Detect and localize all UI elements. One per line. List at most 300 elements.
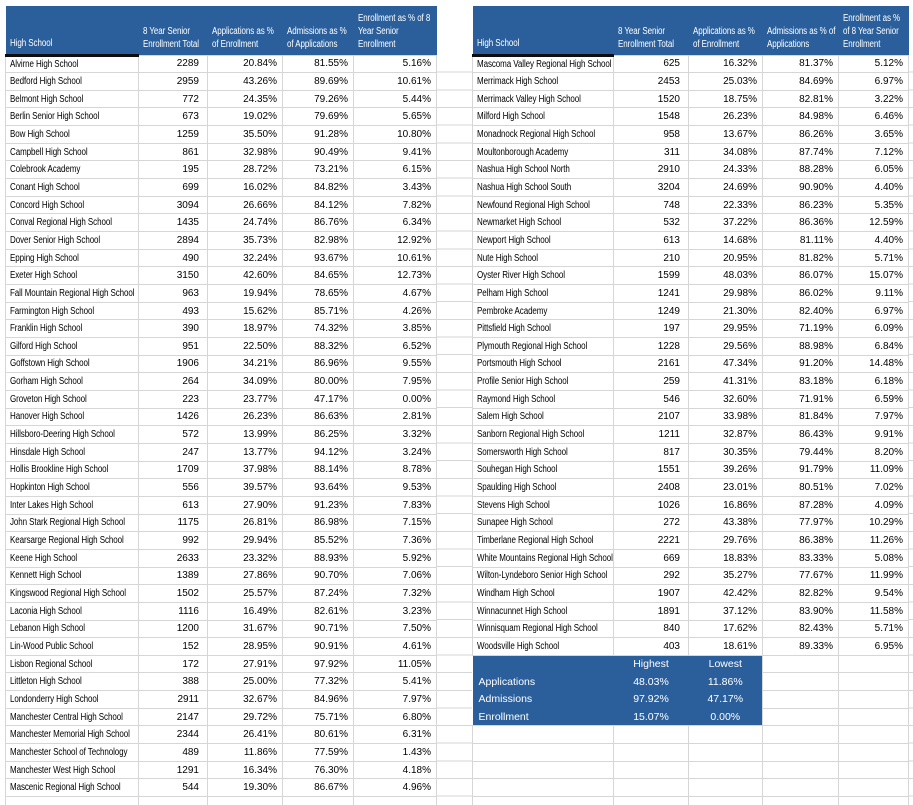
school-name-cell[interactable]	[473, 143, 614, 161]
admissions-pct-cell[interactable]: 83.18%	[763, 373, 839, 391]
admissions-pct-cell[interactable]: 76.30%	[283, 761, 354, 779]
school-name-cell[interactable]	[6, 108, 139, 126]
applications-pct-cell[interactable]: 37.12%	[689, 602, 763, 620]
admissions-pct-cell[interactable]: 84.65%	[283, 267, 354, 285]
admissions-pct-cell[interactable]: 84.98%	[763, 108, 839, 126]
empty-cell[interactable]	[839, 744, 909, 762]
admissions-pct-cell[interactable]: 91.20%	[763, 355, 839, 373]
enrollment-total-cell[interactable]: 2221	[614, 532, 689, 550]
school-name-cell[interactable]	[473, 108, 614, 126]
enrollment-total-cell[interactable]: 1175	[139, 514, 208, 532]
school-name-cell[interactable]	[6, 302, 139, 320]
enrollment-pct-cell[interactable]: 11.99%	[839, 567, 909, 585]
applications-pct-cell[interactable]: 16.32%	[689, 55, 763, 73]
school-name-cell[interactable]	[473, 196, 614, 214]
enrollment-pct-cell[interactable]: 6.80%	[354, 708, 437, 726]
enrollment-total-cell[interactable]: 673	[139, 108, 208, 126]
enrollment-total-cell[interactable]: 963	[139, 285, 208, 303]
school-name-cell[interactable]	[6, 196, 139, 214]
enrollment-total-cell[interactable]: 210	[614, 249, 689, 267]
admissions-pct-cell[interactable]: 88.14%	[283, 461, 354, 479]
admissions-pct-cell[interactable]: 90.91%	[283, 638, 354, 656]
applications-pct-cell[interactable]: 39.57%	[208, 479, 283, 497]
school-name-cell[interactable]	[6, 443, 139, 461]
applications-pct-cell[interactable]: 28.72%	[208, 161, 283, 179]
enrollment-pct-cell[interactable]: 11.09%	[839, 461, 909, 479]
admissions-pct-cell[interactable]: 86.23%	[763, 196, 839, 214]
enrollment-pct-cell[interactable]: 4.61%	[354, 638, 437, 656]
applications-pct-cell[interactable]: 26.23%	[208, 408, 283, 426]
enrollment-total-cell[interactable]: 613	[614, 232, 689, 250]
school-name-cell[interactable]	[473, 567, 614, 585]
enrollment-total-cell[interactable]: 1026	[614, 496, 689, 514]
enrollment-pct-cell[interactable]: 3.23%	[354, 602, 437, 620]
applications-pct-cell[interactable]: 37.98%	[208, 461, 283, 479]
enrollment-pct-cell[interactable]: 5.12%	[839, 55, 909, 73]
admissions-pct-cell[interactable]: 94.12%	[283, 443, 354, 461]
applications-pct-cell[interactable]: 29.98%	[689, 285, 763, 303]
school-name-cell[interactable]	[473, 408, 614, 426]
enrollment-pct-cell[interactable]: 14.48%	[839, 355, 909, 373]
school-name-cell[interactable]	[6, 320, 139, 338]
school-name-cell[interactable]	[473, 214, 614, 232]
school-name-cell[interactable]	[6, 496, 139, 514]
enrollment-pct-cell[interactable]: 12.73%	[354, 267, 437, 285]
enrollment-total-cell[interactable]: 2408	[614, 479, 689, 497]
applications-pct-cell[interactable]: 18.75%	[689, 90, 763, 108]
applications-pct-cell[interactable]: 29.76%	[689, 532, 763, 550]
applications-pct-cell[interactable]: 22.50%	[208, 338, 283, 356]
enrollment-pct-cell[interactable]: 5.44%	[354, 90, 437, 108]
applications-pct-cell[interactable]: 14.68%	[689, 232, 763, 250]
admissions-pct-cell[interactable]: 82.40%	[763, 302, 839, 320]
admissions-pct-cell[interactable]: 73.21%	[283, 161, 354, 179]
col-header-high-school[interactable]	[473, 6, 614, 55]
summary-label-cell[interactable]: Applications	[473, 673, 614, 691]
empty-cell[interactable]	[839, 691, 909, 709]
enrollment-pct-cell[interactable]: 15.07%	[839, 267, 909, 285]
empty-cell[interactable]	[689, 797, 763, 805]
admissions-pct-cell[interactable]: 86.43%	[763, 426, 839, 444]
enrollment-total-cell[interactable]: 1211	[614, 426, 689, 444]
admissions-pct-cell[interactable]: 82.82%	[763, 585, 839, 603]
school-name-cell[interactable]	[6, 143, 139, 161]
applications-pct-cell[interactable]: 29.72%	[208, 708, 283, 726]
enrollment-pct-cell[interactable]: 9.55%	[354, 355, 437, 373]
admissions-pct-cell[interactable]: 84.96%	[283, 691, 354, 709]
enrollment-pct-cell[interactable]: 3.32%	[354, 426, 437, 444]
applications-pct-cell[interactable]: 24.74%	[208, 214, 283, 232]
enrollment-pct-cell[interactable]: 5.16%	[354, 55, 437, 73]
applications-pct-cell[interactable]: 25.57%	[208, 585, 283, 603]
enrollment-total-cell[interactable]: 493	[139, 302, 208, 320]
enrollment-total-cell[interactable]: 1907	[614, 585, 689, 603]
school-name-cell[interactable]	[6, 232, 139, 250]
applications-pct-cell[interactable]: 34.08%	[689, 143, 763, 161]
summary-col-header-lowest[interactable]: Lowest	[689, 655, 763, 673]
school-name-cell[interactable]	[473, 179, 614, 197]
admissions-pct-cell[interactable]: 79.69%	[283, 108, 354, 126]
admissions-pct-cell[interactable]: 82.43%	[763, 620, 839, 638]
admissions-pct-cell[interactable]: 87.24%	[283, 585, 354, 603]
enrollment-pct-cell[interactable]: 3.24%	[354, 443, 437, 461]
enrollment-total-cell[interactable]: 259	[614, 373, 689, 391]
school-name-cell[interactable]	[473, 232, 614, 250]
admissions-pct-cell[interactable]: 81.82%	[763, 249, 839, 267]
admissions-pct-cell[interactable]: 86.76%	[283, 214, 354, 232]
enrollment-total-cell[interactable]: 625	[614, 55, 689, 73]
enrollment-pct-cell[interactable]: 3.65%	[839, 126, 909, 144]
school-name-cell[interactable]	[6, 126, 139, 144]
school-name-cell[interactable]	[6, 549, 139, 567]
school-name-cell[interactable]	[473, 373, 614, 391]
enrollment-pct-cell[interactable]: 6.05%	[839, 161, 909, 179]
admissions-pct-cell[interactable]: 89.69%	[283, 73, 354, 91]
school-name-cell[interactable]	[473, 338, 614, 356]
applications-pct-cell[interactable]: 47.34%	[689, 355, 763, 373]
enrollment-total-cell[interactable]: 1241	[614, 285, 689, 303]
school-name-cell[interactable]	[6, 373, 139, 391]
school-name-cell[interactable]	[473, 532, 614, 550]
school-name-cell[interactable]	[473, 355, 614, 373]
enrollment-total-cell[interactable]: 1520	[614, 90, 689, 108]
admissions-pct-cell[interactable]: 97.92%	[283, 655, 354, 673]
admissions-pct-cell[interactable]: 83.90%	[763, 602, 839, 620]
empty-cell[interactable]	[614, 726, 689, 744]
enrollment-pct-cell[interactable]: 4.96%	[354, 779, 437, 797]
enrollment-pct-cell[interactable]: 5.08%	[839, 549, 909, 567]
empty-cell[interactable]	[763, 726, 839, 744]
enrollment-pct-cell[interactable]: 7.32%	[354, 585, 437, 603]
enrollment-total-cell[interactable]: 1502	[139, 585, 208, 603]
school-name-cell[interactable]	[473, 90, 614, 108]
school-name-cell[interactable]	[6, 779, 139, 797]
empty-cell[interactable]	[473, 726, 614, 744]
enrollment-total-cell[interactable]: 532	[614, 214, 689, 232]
admissions-pct-cell[interactable]: 84.69%	[763, 73, 839, 91]
applications-pct-cell[interactable]: 27.91%	[208, 655, 283, 673]
admissions-pct-cell[interactable]: 91.28%	[283, 126, 354, 144]
enrollment-total-cell[interactable]: 1426	[139, 408, 208, 426]
applications-pct-cell[interactable]: 18.83%	[689, 549, 763, 567]
school-name-cell[interactable]	[6, 726, 139, 744]
summary-label-cell[interactable]: Enrollment	[473, 708, 614, 726]
school-name-cell[interactable]	[473, 161, 614, 179]
enrollment-pct-cell[interactable]: 6.84%	[839, 338, 909, 356]
admissions-pct-cell[interactable]: 90.90%	[763, 179, 839, 197]
enrollment-pct-cell[interactable]: 4.26%	[354, 302, 437, 320]
enrollment-pct-cell[interactable]: 4.18%	[354, 761, 437, 779]
school-name-cell[interactable]	[473, 638, 614, 656]
enrollment-total-cell[interactable]: 247	[139, 443, 208, 461]
school-name-cell[interactable]	[6, 55, 139, 73]
school-name-cell[interactable]	[6, 532, 139, 550]
enrollment-pct-cell[interactable]: 8.78%	[354, 461, 437, 479]
enrollment-total-cell[interactable]: 861	[139, 143, 208, 161]
school-name-cell[interactable]	[473, 585, 614, 603]
col-header-applications-pct[interactable]	[208, 6, 283, 55]
applications-pct-cell[interactable]: 32.60%	[689, 390, 763, 408]
school-name-cell[interactable]	[473, 320, 614, 338]
enrollment-pct-cell[interactable]: 5.71%	[839, 249, 909, 267]
enrollment-total-cell[interactable]: 1599	[614, 267, 689, 285]
enrollment-total-cell[interactable]: 1551	[614, 461, 689, 479]
empty-cell[interactable]	[354, 797, 437, 805]
enrollment-pct-cell[interactable]: 6.95%	[839, 638, 909, 656]
empty-cell[interactable]	[763, 744, 839, 762]
applications-pct-cell[interactable]: 48.03%	[689, 267, 763, 285]
enrollment-total-cell[interactable]: 403	[614, 638, 689, 656]
enrollment-pct-cell[interactable]: 4.09%	[839, 496, 909, 514]
enrollment-total-cell[interactable]: 1249	[614, 302, 689, 320]
admissions-pct-cell[interactable]: 86.63%	[283, 408, 354, 426]
applications-pct-cell[interactable]: 32.67%	[208, 691, 283, 709]
enrollment-pct-cell[interactable]: 8.20%	[839, 443, 909, 461]
applications-pct-cell[interactable]: 41.31%	[689, 373, 763, 391]
applications-pct-cell[interactable]: 32.98%	[208, 143, 283, 161]
enrollment-total-cell[interactable]: 2959	[139, 73, 208, 91]
enrollment-total-cell[interactable]: 1116	[139, 602, 208, 620]
applications-pct-cell[interactable]: 13.77%	[208, 443, 283, 461]
empty-cell[interactable]	[689, 761, 763, 779]
enrollment-pct-cell[interactable]: 7.83%	[354, 496, 437, 514]
empty-cell[interactable]	[689, 744, 763, 762]
enrollment-total-cell[interactable]: 2344	[139, 726, 208, 744]
enrollment-total-cell[interactable]: 264	[139, 373, 208, 391]
enrollment-pct-cell[interactable]: 6.97%	[839, 302, 909, 320]
admissions-pct-cell[interactable]: 93.67%	[283, 249, 354, 267]
enrollment-total-cell[interactable]: 544	[139, 779, 208, 797]
applications-pct-cell[interactable]: 34.09%	[208, 373, 283, 391]
applications-pct-cell[interactable]: 31.67%	[208, 620, 283, 638]
empty-cell[interactable]	[614, 797, 689, 805]
empty-cell[interactable]	[763, 797, 839, 805]
school-name-cell[interactable]	[473, 249, 614, 267]
school-name-cell[interactable]	[6, 90, 139, 108]
enrollment-total-cell[interactable]: 3094	[139, 196, 208, 214]
enrollment-pct-cell[interactable]: 9.91%	[839, 426, 909, 444]
admissions-pct-cell[interactable]: 90.71%	[283, 620, 354, 638]
admissions-pct-cell[interactable]: 89.33%	[763, 638, 839, 656]
enrollment-pct-cell[interactable]: 10.80%	[354, 126, 437, 144]
col-header-applications-pct[interactable]	[689, 6, 763, 55]
enrollment-pct-cell[interactable]: 0.00%	[354, 390, 437, 408]
enrollment-pct-cell[interactable]: 6.15%	[354, 161, 437, 179]
school-name-cell[interactable]	[473, 549, 614, 567]
school-name-cell[interactable]	[6, 161, 139, 179]
enrollment-pct-cell[interactable]: 7.12%	[839, 143, 909, 161]
enrollment-pct-cell[interactable]: 5.41%	[354, 673, 437, 691]
school-name-cell[interactable]	[6, 585, 139, 603]
col-header-high-school[interactable]	[6, 6, 139, 55]
enrollment-total-cell[interactable]: 223	[139, 390, 208, 408]
school-name-cell[interactable]	[473, 55, 614, 73]
enrollment-pct-cell[interactable]: 6.52%	[354, 338, 437, 356]
applications-pct-cell[interactable]: 24.33%	[689, 161, 763, 179]
applications-pct-cell[interactable]: 26.66%	[208, 196, 283, 214]
enrollment-total-cell[interactable]: 489	[139, 744, 208, 762]
school-name-cell[interactable]	[6, 708, 139, 726]
enrollment-pct-cell[interactable]: 3.85%	[354, 320, 437, 338]
enrollment-total-cell[interactable]: 172	[139, 655, 208, 673]
admissions-pct-cell[interactable]: 86.38%	[763, 532, 839, 550]
applications-pct-cell[interactable]: 16.86%	[689, 496, 763, 514]
school-name-cell[interactable]	[473, 461, 614, 479]
admissions-pct-cell[interactable]: 90.70%	[283, 567, 354, 585]
enrollment-total-cell[interactable]: 699	[139, 179, 208, 197]
admissions-pct-cell[interactable]: 86.02%	[763, 285, 839, 303]
enrollment-total-cell[interactable]: 2147	[139, 708, 208, 726]
empty-spreadsheet-column[interactable]	[436, 55, 472, 805]
school-name-cell[interactable]	[6, 655, 139, 673]
admissions-pct-cell[interactable]: 85.52%	[283, 532, 354, 550]
school-name-cell[interactable]	[6, 408, 139, 426]
school-name-cell[interactable]	[473, 73, 614, 91]
enrollment-pct-cell[interactable]: 9.41%	[354, 143, 437, 161]
empty-cell[interactable]	[839, 761, 909, 779]
admissions-pct-cell[interactable]: 80.00%	[283, 373, 354, 391]
enrollment-pct-cell[interactable]: 7.82%	[354, 196, 437, 214]
enrollment-pct-cell[interactable]: 6.97%	[839, 73, 909, 91]
enrollment-total-cell[interactable]: 2161	[614, 355, 689, 373]
admissions-pct-cell[interactable]: 80.51%	[763, 479, 839, 497]
enrollment-total-cell[interactable]: 1200	[139, 620, 208, 638]
school-name-cell[interactable]	[473, 426, 614, 444]
applications-pct-cell[interactable]: 28.95%	[208, 638, 283, 656]
enrollment-pct-cell[interactable]: 6.46%	[839, 108, 909, 126]
applications-pct-cell[interactable]: 24.69%	[689, 179, 763, 197]
admissions-pct-cell[interactable]: 80.61%	[283, 726, 354, 744]
enrollment-total-cell[interactable]: 2911	[139, 691, 208, 709]
empty-cell[interactable]	[689, 726, 763, 744]
enrollment-total-cell[interactable]: 3150	[139, 267, 208, 285]
enrollment-total-cell[interactable]: 2107	[614, 408, 689, 426]
admissions-pct-cell[interactable]: 86.07%	[763, 267, 839, 285]
empty-cell[interactable]	[473, 761, 614, 779]
applications-pct-cell[interactable]: 35.50%	[208, 126, 283, 144]
enrollment-total-cell[interactable]: 817	[614, 443, 689, 461]
admissions-pct-cell[interactable]: 81.37%	[763, 55, 839, 73]
summary-lowest-cell[interactable]: 0.00%	[689, 708, 763, 726]
school-name-cell[interactable]	[6, 214, 139, 232]
applications-pct-cell[interactable]: 19.94%	[208, 285, 283, 303]
enrollment-total-cell[interactable]: 1891	[614, 602, 689, 620]
empty-cell[interactable]	[208, 797, 283, 805]
enrollment-pct-cell[interactable]: 10.61%	[354, 249, 437, 267]
enrollment-pct-cell[interactable]: 10.61%	[354, 73, 437, 91]
school-name-cell[interactable]	[473, 126, 614, 144]
applications-pct-cell[interactable]: 21.30%	[689, 302, 763, 320]
school-name-cell[interactable]	[6, 179, 139, 197]
enrollment-total-cell[interactable]: 195	[139, 161, 208, 179]
admissions-pct-cell[interactable]: 85.71%	[283, 302, 354, 320]
enrollment-pct-cell[interactable]: 1.43%	[354, 744, 437, 762]
school-name-cell[interactable]	[6, 744, 139, 762]
school-name-cell[interactable]	[473, 479, 614, 497]
admissions-pct-cell[interactable]: 91.23%	[283, 496, 354, 514]
admissions-pct-cell[interactable]: 75.71%	[283, 708, 354, 726]
enrollment-pct-cell[interactable]: 5.65%	[354, 108, 437, 126]
applications-pct-cell[interactable]: 37.22%	[689, 214, 763, 232]
applications-pct-cell[interactable]: 32.87%	[689, 426, 763, 444]
empty-cell[interactable]	[473, 779, 614, 797]
applications-pct-cell[interactable]: 16.49%	[208, 602, 283, 620]
empty-cell[interactable]	[839, 779, 909, 797]
enrollment-total-cell[interactable]: 1291	[139, 761, 208, 779]
enrollment-pct-cell[interactable]: 6.31%	[354, 726, 437, 744]
school-name-cell[interactable]	[473, 267, 614, 285]
school-name-cell[interactable]	[6, 638, 139, 656]
school-name-cell[interactable]	[473, 390, 614, 408]
school-name-cell[interactable]	[473, 620, 614, 638]
applications-pct-cell[interactable]: 32.24%	[208, 249, 283, 267]
enrollment-total-cell[interactable]: 388	[139, 673, 208, 691]
applications-pct-cell[interactable]: 18.61%	[689, 638, 763, 656]
enrollment-total-cell[interactable]: 2910	[614, 161, 689, 179]
school-name-cell[interactable]	[6, 267, 139, 285]
summary-lowest-cell[interactable]: 47.17%	[689, 691, 763, 709]
enrollment-total-cell[interactable]: 772	[139, 90, 208, 108]
school-name-cell[interactable]	[6, 691, 139, 709]
enrollment-total-cell[interactable]: 3204	[614, 179, 689, 197]
applications-pct-cell[interactable]: 11.86%	[208, 744, 283, 762]
col-header-admissions-pct[interactable]	[283, 6, 354, 55]
empty-cell[interactable]	[839, 797, 909, 805]
admissions-pct-cell[interactable]: 82.61%	[283, 602, 354, 620]
applications-pct-cell[interactable]: 43.26%	[208, 73, 283, 91]
empty-cell[interactable]	[473, 744, 614, 762]
enrollment-pct-cell[interactable]: 3.43%	[354, 179, 437, 197]
enrollment-pct-cell[interactable]: 9.53%	[354, 479, 437, 497]
applications-pct-cell[interactable]: 26.23%	[689, 108, 763, 126]
school-name-cell[interactable]	[6, 285, 139, 303]
empty-cell[interactable]	[839, 673, 909, 691]
col-header-enrollment-total[interactable]	[139, 6, 208, 55]
enrollment-pct-cell[interactable]: 7.97%	[839, 408, 909, 426]
enrollment-total-cell[interactable]: 1435	[139, 214, 208, 232]
enrollment-pct-cell[interactable]: 9.54%	[839, 585, 909, 603]
applications-pct-cell[interactable]: 18.97%	[208, 320, 283, 338]
enrollment-total-cell[interactable]: 748	[614, 196, 689, 214]
applications-pct-cell[interactable]: 19.02%	[208, 108, 283, 126]
enrollment-pct-cell[interactable]: 7.50%	[354, 620, 437, 638]
applications-pct-cell[interactable]: 25.03%	[689, 73, 763, 91]
applications-pct-cell[interactable]: 23.32%	[208, 549, 283, 567]
admissions-pct-cell[interactable]: 79.44%	[763, 443, 839, 461]
admissions-pct-cell[interactable]: 88.98%	[763, 338, 839, 356]
enrollment-total-cell[interactable]: 292	[614, 567, 689, 585]
enrollment-pct-cell[interactable]: 7.15%	[354, 514, 437, 532]
enrollment-pct-cell[interactable]: 11.26%	[839, 532, 909, 550]
applications-pct-cell[interactable]: 19.30%	[208, 779, 283, 797]
enrollment-pct-cell[interactable]: 7.97%	[354, 691, 437, 709]
school-name-cell[interactable]	[473, 514, 614, 532]
admissions-pct-cell[interactable]: 83.33%	[763, 549, 839, 567]
summary-corner-cell[interactable]	[473, 655, 614, 673]
admissions-pct-cell[interactable]: 81.55%	[283, 55, 354, 73]
applications-pct-cell[interactable]: 27.86%	[208, 567, 283, 585]
school-name-cell[interactable]	[473, 496, 614, 514]
school-name-cell[interactable]	[6, 620, 139, 638]
school-name-cell[interactable]	[6, 602, 139, 620]
admissions-pct-cell[interactable]: 84.82%	[283, 179, 354, 197]
applications-pct-cell[interactable]: 35.27%	[689, 567, 763, 585]
enrollment-total-cell[interactable]: 2453	[614, 73, 689, 91]
applications-pct-cell[interactable]: 16.34%	[208, 761, 283, 779]
admissions-pct-cell[interactable]: 86.36%	[763, 214, 839, 232]
empty-cell[interactable]	[763, 691, 839, 709]
enrollment-total-cell[interactable]: 1548	[614, 108, 689, 126]
